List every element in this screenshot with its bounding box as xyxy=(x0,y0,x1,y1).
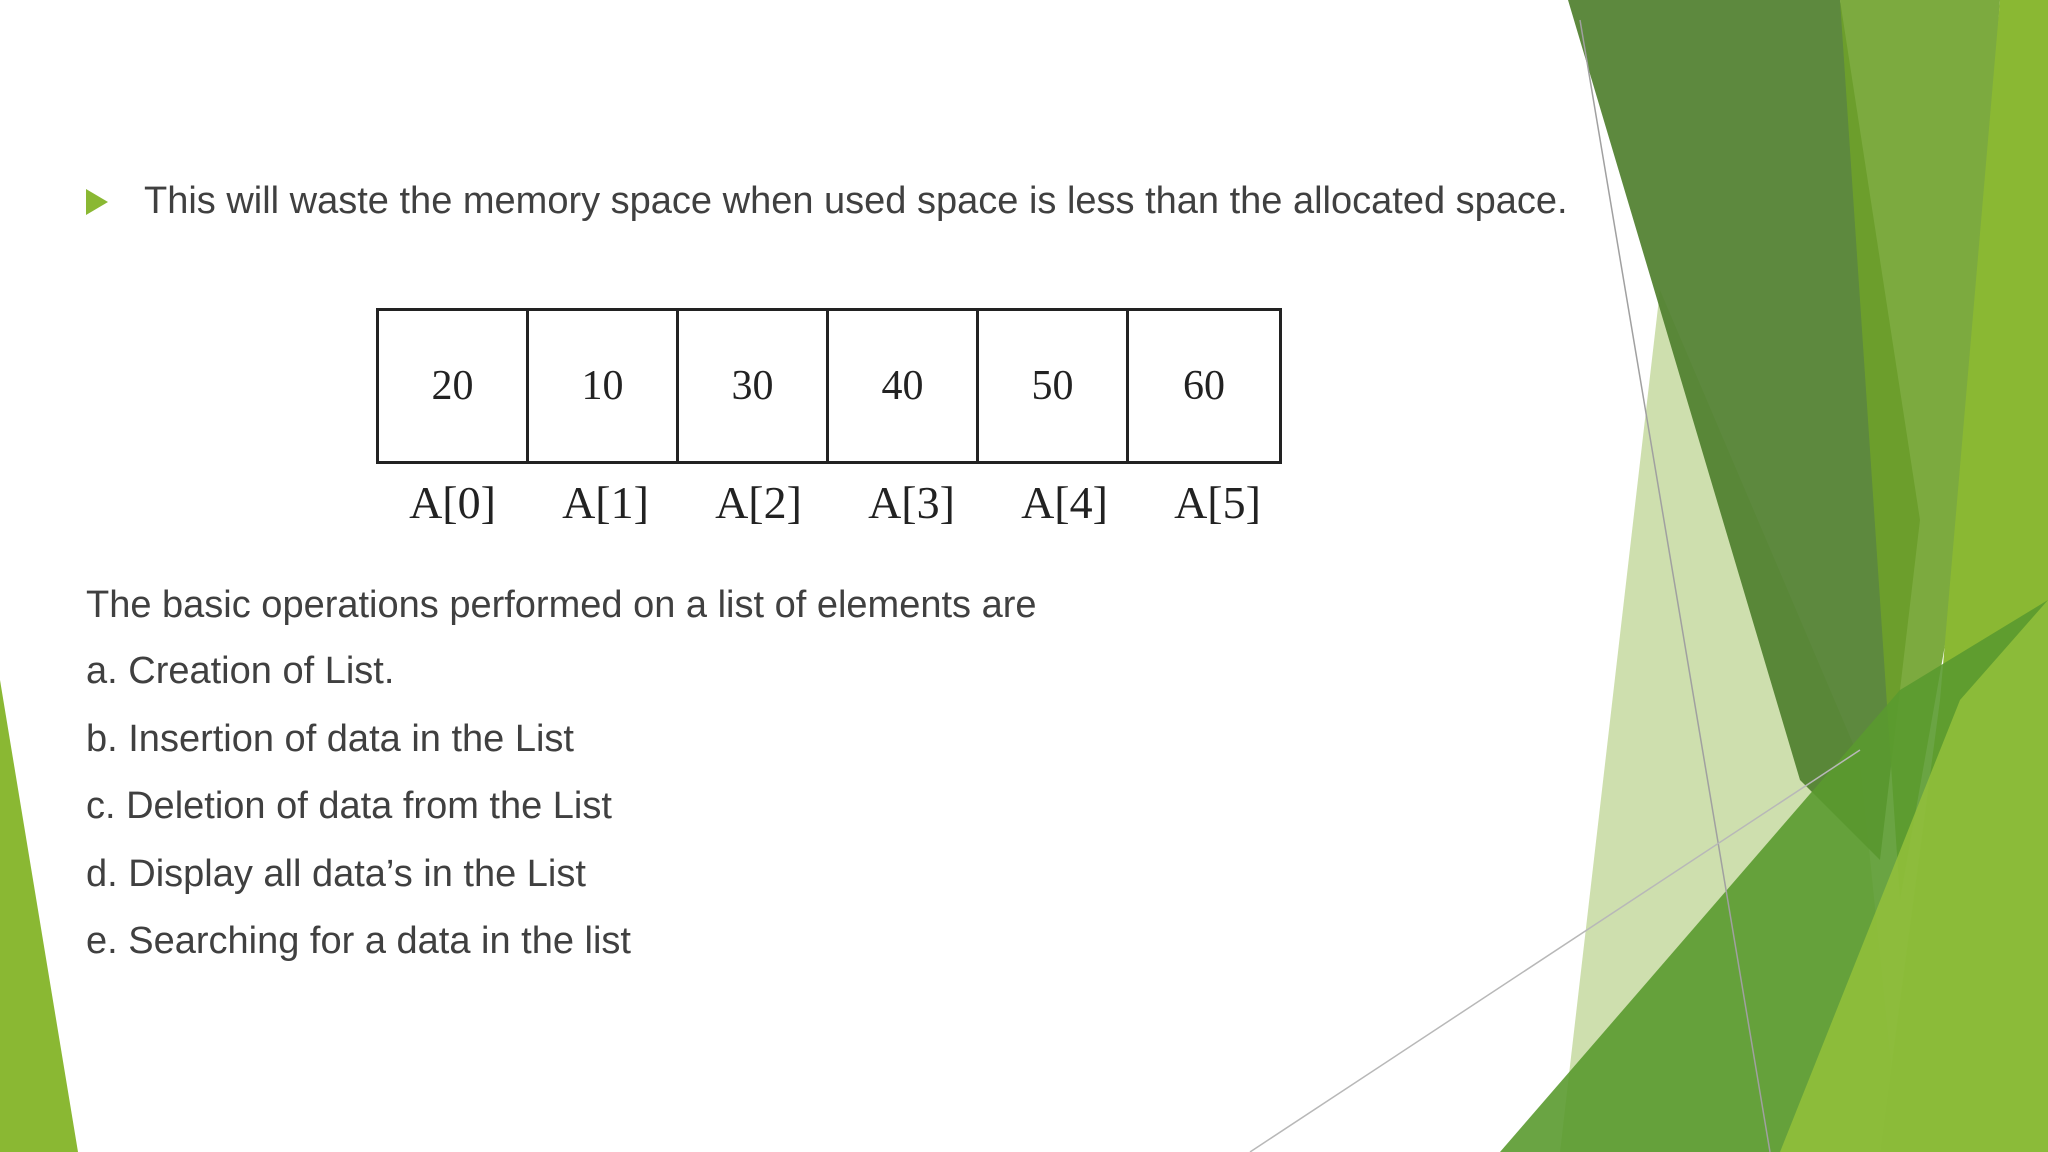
array-index-label: A[1] xyxy=(562,477,649,528)
triangle-bullet-icon xyxy=(86,189,108,215)
list-item: a. Creation of List. xyxy=(86,650,395,692)
operations-list xyxy=(86,648,631,986)
array-cell: 10 xyxy=(529,311,679,461)
list-item: c. Deletion of data from the List xyxy=(86,785,612,827)
array-diagram xyxy=(370,304,1310,544)
array-index-label: A[2] xyxy=(715,477,802,528)
left-green-sliver xyxy=(0,680,78,1152)
array-cell: 20 xyxy=(379,311,529,461)
array-cell: 50 xyxy=(979,311,1129,461)
bullet-point xyxy=(86,178,1568,224)
array-cell: 60 xyxy=(1183,363,1225,409)
array-index-label: A[0] xyxy=(409,477,496,528)
array-index-label: A[5] xyxy=(1174,477,1261,528)
array-index-label: A[3] xyxy=(868,477,955,528)
list-item: d. Display all data’s in the List xyxy=(86,852,586,895)
list-item: e. Searching for a data in the list xyxy=(86,920,631,962)
array-index-label: A[4] xyxy=(1021,477,1108,528)
list-item: b. Insertion of data in the List xyxy=(86,717,574,760)
operations-intro: The basic operations performed on a list of elements are xyxy=(86,584,1037,626)
bullet-text: This will waste the memory space when used space is less than the allocated space. xyxy=(144,180,1568,222)
array-cells xyxy=(376,308,1282,464)
array-cell: 40 xyxy=(829,311,979,461)
array-index-labels xyxy=(376,476,1294,529)
array-cell: 30 xyxy=(679,311,829,461)
